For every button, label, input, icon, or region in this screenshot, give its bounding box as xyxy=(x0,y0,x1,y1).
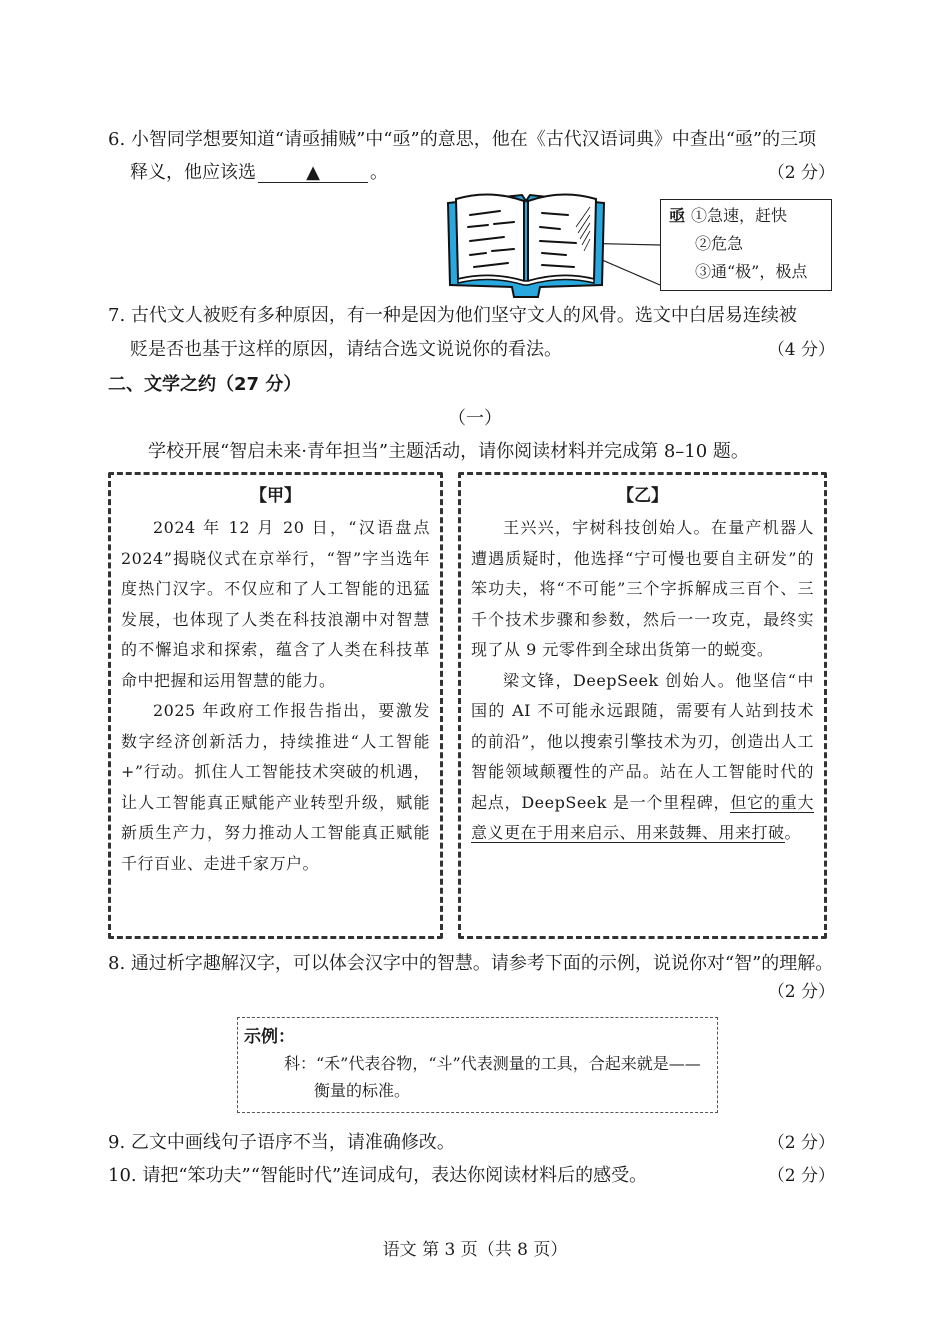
q7-line2: 贬是否也基于这样的原因，请结合选文说说你的看法。 xyxy=(130,339,562,360)
material-jia-paragraph-2: 2025 年政府工作报告指出，要激发数字经济创新活力，持续推进“人工智能+”行动。抓住人工智能技术突破的机遇，让人工智能真正赋能产业转型升级，赋能新质生产力，努力推动人工智能真正赋能千行百业、走进千家万户。 xyxy=(121,701,430,873)
material-yi-p2-end: 。 xyxy=(784,823,802,842)
dictionary-headword: 亟 xyxy=(669,206,686,225)
underlined-sentence: 但它的重大意义更在于用来启示、用来鼓舞、用来打破 xyxy=(471,792,814,842)
q8-score: （2 分） xyxy=(767,982,835,1002)
definition-1: ①急速，赶快 xyxy=(691,206,788,225)
material-jia-box xyxy=(108,472,443,939)
material-yi-paragraph-2 xyxy=(471,666,814,849)
definition-3: ③通“极”，极点 xyxy=(695,262,808,281)
example-box xyxy=(237,1017,718,1113)
definition-2: ②危急 xyxy=(695,234,744,253)
dictionary-entry-box xyxy=(660,199,832,291)
q6-line2-post: 。 xyxy=(370,162,388,183)
q10-text: 10. 请把“笨功夫”“智能时代”连词成句，表达你阅读材料后的感受。 xyxy=(108,1165,648,1186)
answer-blank[interactable] xyxy=(258,164,368,183)
q6-score: （2 分） xyxy=(767,163,835,183)
q7-line1: 7. 古代文人被贬有多种原因，有一种是因为他们坚守文人的风骨。选文中白居易连续被 xyxy=(108,305,797,326)
material-yi-box xyxy=(458,472,827,939)
q7-score: （4 分） xyxy=(767,340,835,360)
material-jia-title: 【甲】 xyxy=(250,486,301,506)
material-yi-p2-text: 梁文锋，DeepSeek 创始人。他坚信“中国的 AI 不可能永远跟随，需要有人站到技术的前沿”，他以搜索引擎技术为刃，创造出人工智能领域颠覆性的产品。站在人工智能时代的起点，DeepSeek 是一个里程碑， xyxy=(471,670,814,812)
triangle-mark: ▲ xyxy=(306,162,320,183)
q6-line1: 6. 小智同学想要知道“请亟捕贼”中“亟”的意思，他在《古代汉语词典》中查出“亟”的三项 xyxy=(108,129,817,150)
material-yi-paragraph-1: 王兴兴，宇树科技创始人。在量产机器人遭遇质疑时，他选择“宁可慢也要自主研发”的笨功夫，将“不可能”三个字拆解成三百个、三千个技术步骤和参数，然后一一攻克，最终实现了从 9 元零件到全球出货第一的蜕变。 xyxy=(471,518,814,659)
page-footer: 语文 第 3 页（共 8 页） xyxy=(382,1240,568,1260)
example-line-1: 科：“禾”代表谷物，“斗”代表测量的工具，合起来就是—— xyxy=(284,1054,701,1073)
q8-line1: 8. 通过析字趣解汉字，可以体会汉字中的智慧。请参考下面的示例，说说你对“智”的理解。 xyxy=(108,953,834,974)
q9-text: 9. 乙文中画线句子语序不当，请准确修改。 xyxy=(108,1132,455,1153)
section-intro: 学校开展“智启未来·青年担当”主题活动，请你阅读材料并完成第 8–10 题。 xyxy=(148,441,749,462)
material-jia-paragraph-1: 2024 年 12 月 20 日，“汉语盘点 2024”揭晓仪式在京举行，“智”字当选年度热门汉字。不仅应和了人工智能的迅猛发展，也体现了人类在科技浪潮中对智慧的不懈追求和探索，蕴含了人类在科技革命中把握和运用智慧的能力。 xyxy=(121,518,430,690)
example-line-2: 衡量的标准。 xyxy=(314,1081,411,1100)
q10-score: （2 分） xyxy=(767,1166,835,1186)
q6-line2-pre: 释义，他应该选 xyxy=(130,162,256,183)
material-yi-title: 【乙】 xyxy=(617,486,668,506)
q6-line2 xyxy=(130,161,388,185)
example-label: 示例： xyxy=(244,1027,295,1047)
q9-score: （2 分） xyxy=(767,1133,835,1153)
section-title: 二、文学之约（27 分） xyxy=(108,374,302,395)
section-subtitle: （一） xyxy=(448,408,502,429)
